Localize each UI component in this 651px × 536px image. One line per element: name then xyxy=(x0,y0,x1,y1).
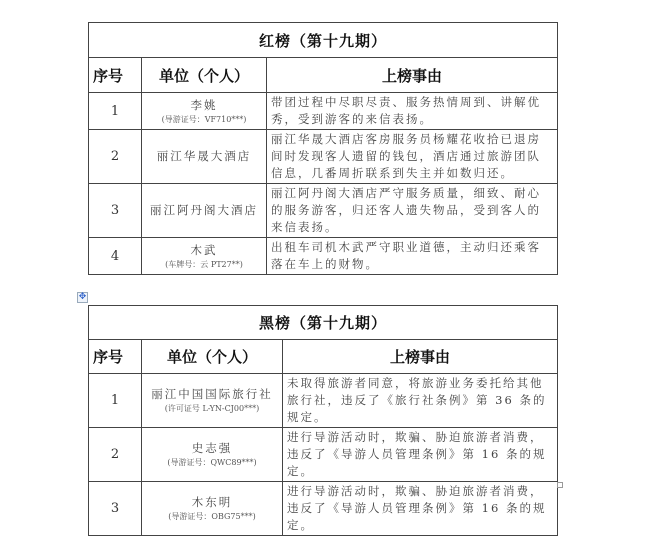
table-row xyxy=(89,428,558,482)
unit-name: 木武 xyxy=(190,242,218,257)
unit-note: (导游证号：QWC89***) xyxy=(167,458,257,467)
black-list-table xyxy=(88,305,558,536)
header-reason: 上榜事由 xyxy=(267,58,558,93)
unit-name: 李姚 xyxy=(190,97,218,112)
header-reason: 上榜事由 xyxy=(283,340,558,374)
header-no: 序号 xyxy=(89,340,142,374)
row-reason: 丽江阿丹阁大酒店严守服务质量，细致、耐心的服务游客，归还客人遗失物品，受到客人的来信表扬。 xyxy=(267,184,558,238)
row-reason: 未取得旅游者同意，将旅游业务委托给其他旅行社，违反了《旅行社条例》第 36 条的规定。 xyxy=(283,374,558,428)
row-unit xyxy=(142,93,267,130)
table-row xyxy=(89,238,558,275)
table-row xyxy=(89,93,558,130)
unit-name: 丽江中国国际旅行社 xyxy=(151,387,273,401)
unit-note: (导游证号：OBG75***) xyxy=(168,512,256,521)
row-unit xyxy=(142,238,267,275)
red-list-title: 红榜（第十九期） xyxy=(89,23,558,58)
row-unit xyxy=(142,482,283,536)
unit-note: (导游证号：VF710***) xyxy=(161,114,247,124)
row-no: 2 xyxy=(89,130,142,184)
row-unit xyxy=(142,374,283,428)
row-unit xyxy=(142,130,267,184)
table-row xyxy=(89,184,558,238)
row-no: 2 xyxy=(89,428,142,482)
row-reason: 出租车司机木武严守职业道德，主动归还乘客落在车上的财物。 xyxy=(267,238,558,275)
row-reason: 进行导游活动时，欺骗、胁迫旅游者消费，违反了《导游人员管理条例》第 16 条的规定。 xyxy=(283,428,558,482)
unit-note: (许可证号 L-YN-CJ00***) xyxy=(164,404,260,413)
unit-name: 史志强 xyxy=(191,441,233,455)
table-row xyxy=(89,482,558,536)
header-unit: 单位（个人） xyxy=(142,340,283,374)
row-reason: 进行导游活动时，欺骗、胁迫旅游者消费，违反了《导游人员管理条例》第 16 条的规定。 xyxy=(283,482,558,536)
row-no: 1 xyxy=(89,93,142,130)
unit-name: 丽江阿丹阁大酒店 xyxy=(150,203,258,217)
row-no: 4 xyxy=(89,238,142,275)
red-list-table xyxy=(88,22,558,275)
row-no: 1 xyxy=(89,374,142,428)
table-row xyxy=(89,374,558,428)
row-no: 3 xyxy=(89,184,142,238)
unit-name: 丽江华晟大酒店 xyxy=(156,149,252,163)
table-resize-handle[interactable] xyxy=(557,482,563,488)
row-reason: 带团过程中尽职尽责、服务热情周到、讲解优秀，受到游客的来信表扬。 xyxy=(267,93,558,130)
header-no: 序号 xyxy=(89,58,142,93)
unit-note: (车牌号：云 PT27**) xyxy=(165,259,243,269)
row-no: 3 xyxy=(89,482,142,536)
row-unit xyxy=(142,184,267,238)
header-unit: 单位（个人） xyxy=(142,58,267,93)
table-row xyxy=(89,130,558,184)
row-reason: 丽江华晟大酒店客房服务员杨耀花收拾已退房间时发现客人遗留的钱包，酒店通过旅游团队信息，几番周折联系到失主并如数归还。 xyxy=(267,130,558,184)
black-list-title: 黑榜（第十九期） xyxy=(89,306,558,340)
table-move-handle-icon[interactable]: ✥ xyxy=(78,292,87,302)
unit-name: 木东明 xyxy=(191,495,233,509)
row-unit xyxy=(142,428,283,482)
